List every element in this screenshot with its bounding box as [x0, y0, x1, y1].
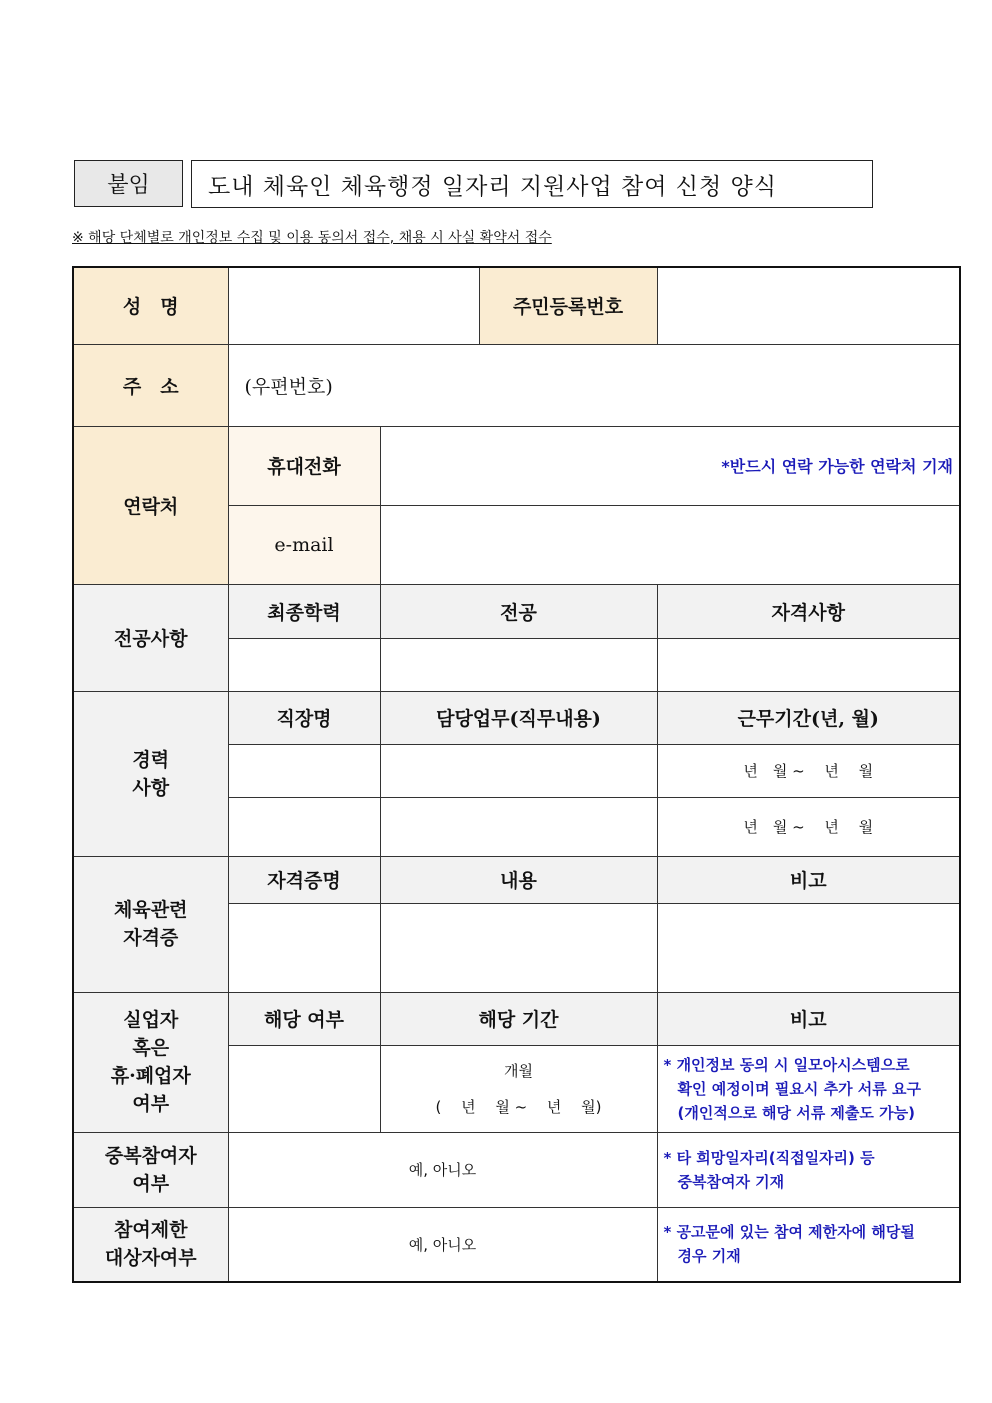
phone-field[interactable] [380, 426, 960, 505]
unemp-remarks-note: * 개인정보 동의 시 일모아시스템으로 확인 예정이며 필요시 추가 서류 요구 (개인적으로 해당 서류 제출도 가능) [657, 1045, 960, 1132]
cert-content-field[interactable] [380, 903, 657, 992]
address-label: 주 소 [73, 344, 228, 426]
postal-code-label: (우편번호) [244, 375, 333, 398]
rrn-field[interactable] [657, 267, 960, 344]
period-field-2[interactable]: 년 월 ~ 년 월 [657, 797, 960, 856]
contact-label: 연락처 [73, 426, 228, 584]
period-field-1[interactable]: 년 월 ~ 년 월 [657, 744, 960, 797]
email-label: e-mail [228, 505, 380, 584]
cert-label: 체육관련 자격증 [73, 856, 228, 992]
name-field[interactable] [228, 267, 479, 344]
unemp-status-field[interactable] [228, 1045, 380, 1132]
duties-field-2[interactable] [380, 797, 657, 856]
education-field[interactable] [228, 638, 380, 691]
company-field-1[interactable] [228, 744, 380, 797]
major-label: 전공사항 [73, 584, 228, 691]
attachment-tag: 붙임 [74, 160, 183, 207]
career-header-period: 근무기간(년, 월) [657, 691, 960, 744]
form-title: 도내 체육인 체육행정 일자리 지원사업 참여 신청 양식 [191, 160, 873, 208]
rrn-label: 주민등록번호 [479, 267, 657, 344]
qualification-field[interactable] [657, 638, 960, 691]
address-field[interactable] [228, 344, 960, 426]
restriction-label: 참여제한 대상자여부 [73, 1207, 228, 1282]
major-header-qualification: 자격사항 [657, 584, 960, 638]
unemp-header-status: 해당 여부 [228, 992, 380, 1045]
unemp-header-remarks: 비고 [657, 992, 960, 1045]
career-header-duties: 담당업무(직무내용) [380, 691, 657, 744]
cert-header-name: 자격증명 [228, 856, 380, 903]
cert-remarks-field[interactable] [657, 903, 960, 992]
cert-header-remarks: 비고 [657, 856, 960, 903]
phone-label: 휴대전화 [228, 426, 380, 505]
unemployment-label: 실업자 혹은 휴·폐업자 여부 [73, 992, 228, 1132]
duplicate-label: 중복참여자 여부 [73, 1132, 228, 1207]
major-header-major: 전공 [380, 584, 657, 638]
phone-note: *반드시 연락 가능한 연락처 기재 [721, 457, 953, 476]
duplicate-value[interactable]: 예, 아니오 [228, 1132, 657, 1207]
company-field-2[interactable] [228, 797, 380, 856]
cert-header-content: 내용 [380, 856, 657, 903]
cert-name-field[interactable] [228, 903, 380, 992]
name-label: 성 명 [73, 267, 228, 344]
major-field[interactable] [380, 638, 657, 691]
major-header-education: 최종학력 [228, 584, 380, 638]
form-note: ※ 해당 단체별로 개인정보 수집 및 이용 동의서 접수, 채용 시 사실 확약서 접수 [72, 230, 552, 246]
career-header-company: 직장명 [228, 691, 380, 744]
duties-field-1[interactable] [380, 744, 657, 797]
restriction-value[interactable]: 예, 아니오 [228, 1207, 657, 1282]
duplicate-note: * 타 희망일자리(직접일자리) 등 중복참여자 기재 [657, 1132, 960, 1207]
career-label: 경력 사항 [73, 691, 228, 856]
application-form-table [72, 266, 961, 1283]
email-field[interactable] [380, 505, 960, 584]
unemp-header-period: 해당 기간 [380, 992, 657, 1045]
restriction-note: * 공고문에 있는 참여 제한자에 해당될 경우 기재 [657, 1207, 960, 1282]
unemp-period-field[interactable]: 개월 ( 년 월 ~ 년 월) [380, 1045, 657, 1132]
